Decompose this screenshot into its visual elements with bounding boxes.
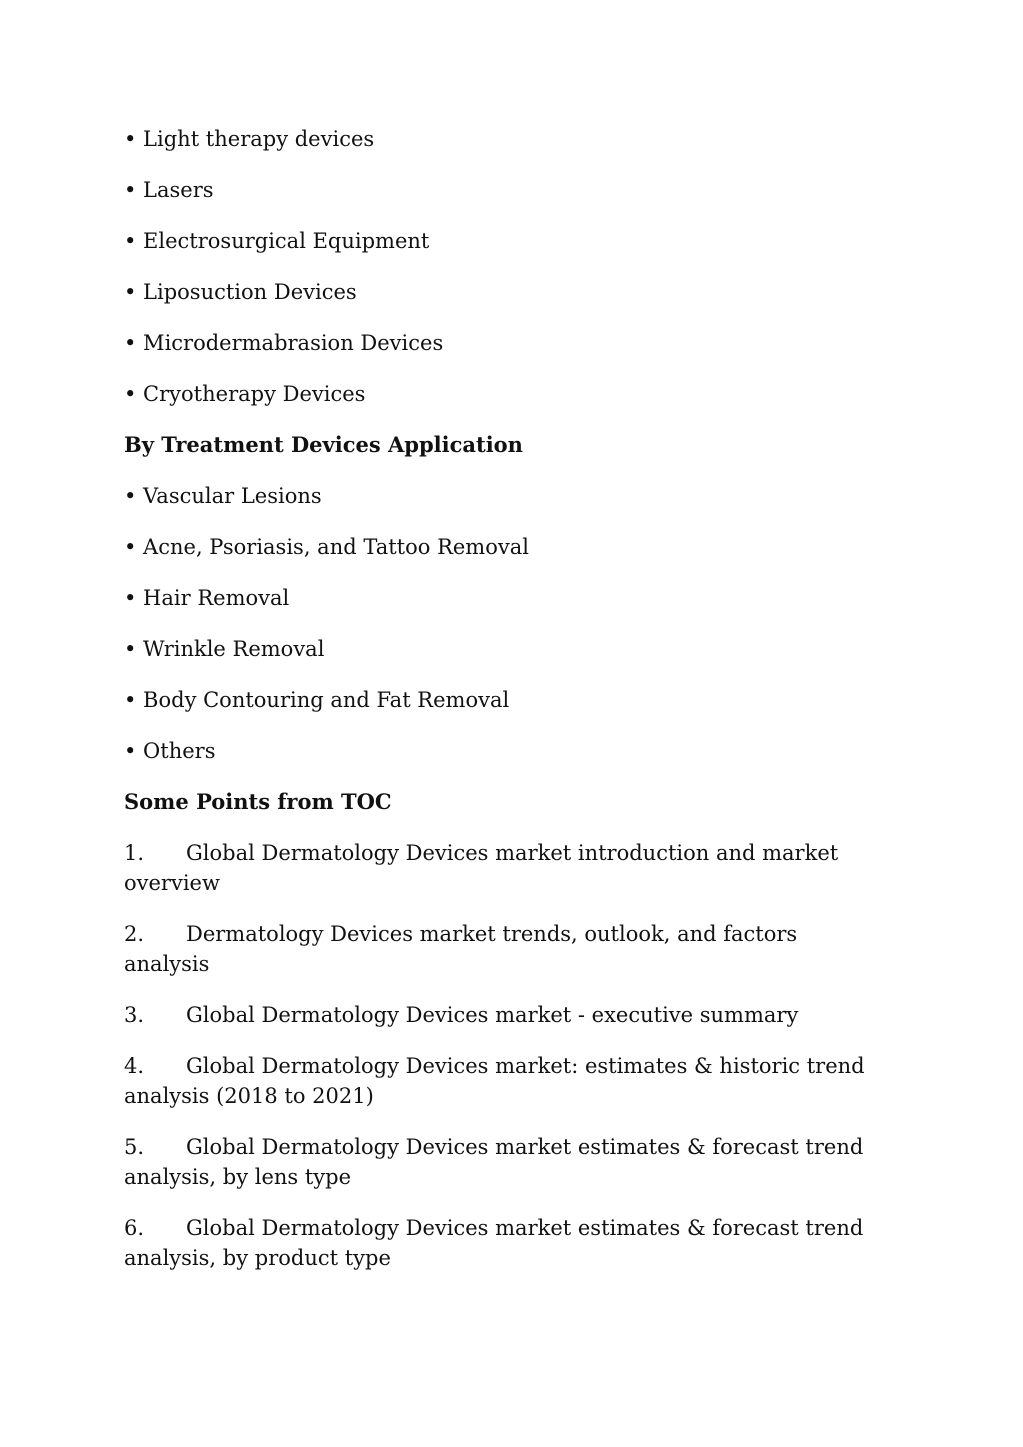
toc-item-number: 1. (124, 841, 145, 865)
toc-item-number: 2. (124, 922, 145, 946)
toc-item (124, 1051, 884, 1111)
list-item: • Wrinkle Removal (124, 637, 325, 661)
list-item: • Liposuction Devices (124, 280, 357, 304)
toc-item (124, 838, 884, 898)
list-item: • Lasers (124, 178, 214, 202)
toc-item-text: Global Dermatology Devices market estimates & forecast trend analysis, by product type (124, 1216, 864, 1270)
toc-item (124, 1213, 884, 1273)
list-item: • Hair Removal (124, 586, 290, 610)
list-item: • Microdermabrasion Devices (124, 331, 444, 355)
toc-item-text: Global Dermatology Devices market: estimates & historic trend analysis (2018 to 2021) (124, 1054, 865, 1108)
list-item: • Light therapy devices (124, 127, 375, 151)
section-heading-application: By Treatment Devices Application (124, 432, 523, 457)
toc-item-text: Global Dermatology Devices market introduction and market overview (124, 841, 839, 895)
toc-item (124, 1000, 884, 1030)
list-item: • Cryotherapy Devices (124, 382, 366, 406)
list-item: • Others (124, 739, 216, 763)
list-item: • Body Contouring and Fat Removal (124, 688, 510, 712)
toc-item-text: Global Dermatology Devices market estimates & forecast trend analysis, by lens type (124, 1135, 864, 1189)
toc-item (124, 1132, 884, 1192)
toc-item-text: Dermatology Devices market trends, outlook, and factors analysis (124, 922, 798, 976)
list-item: • Vascular Lesions (124, 484, 322, 508)
section-heading-toc: Some Points from TOC (124, 789, 392, 814)
toc-item-number: 3. (124, 1003, 145, 1027)
list-item: • Acne, Psoriasis, and Tattoo Removal (124, 535, 529, 559)
toc-item-number: 6. (124, 1216, 145, 1240)
toc-item-number: 4. (124, 1054, 145, 1078)
toc-item-text: Global Dermatology Devices market - executive summary (186, 1003, 799, 1027)
document-page (124, 124, 884, 1294)
toc-item-number: 5. (124, 1135, 145, 1159)
list-item: • Electrosurgical Equipment (124, 229, 430, 253)
toc-item (124, 919, 884, 979)
